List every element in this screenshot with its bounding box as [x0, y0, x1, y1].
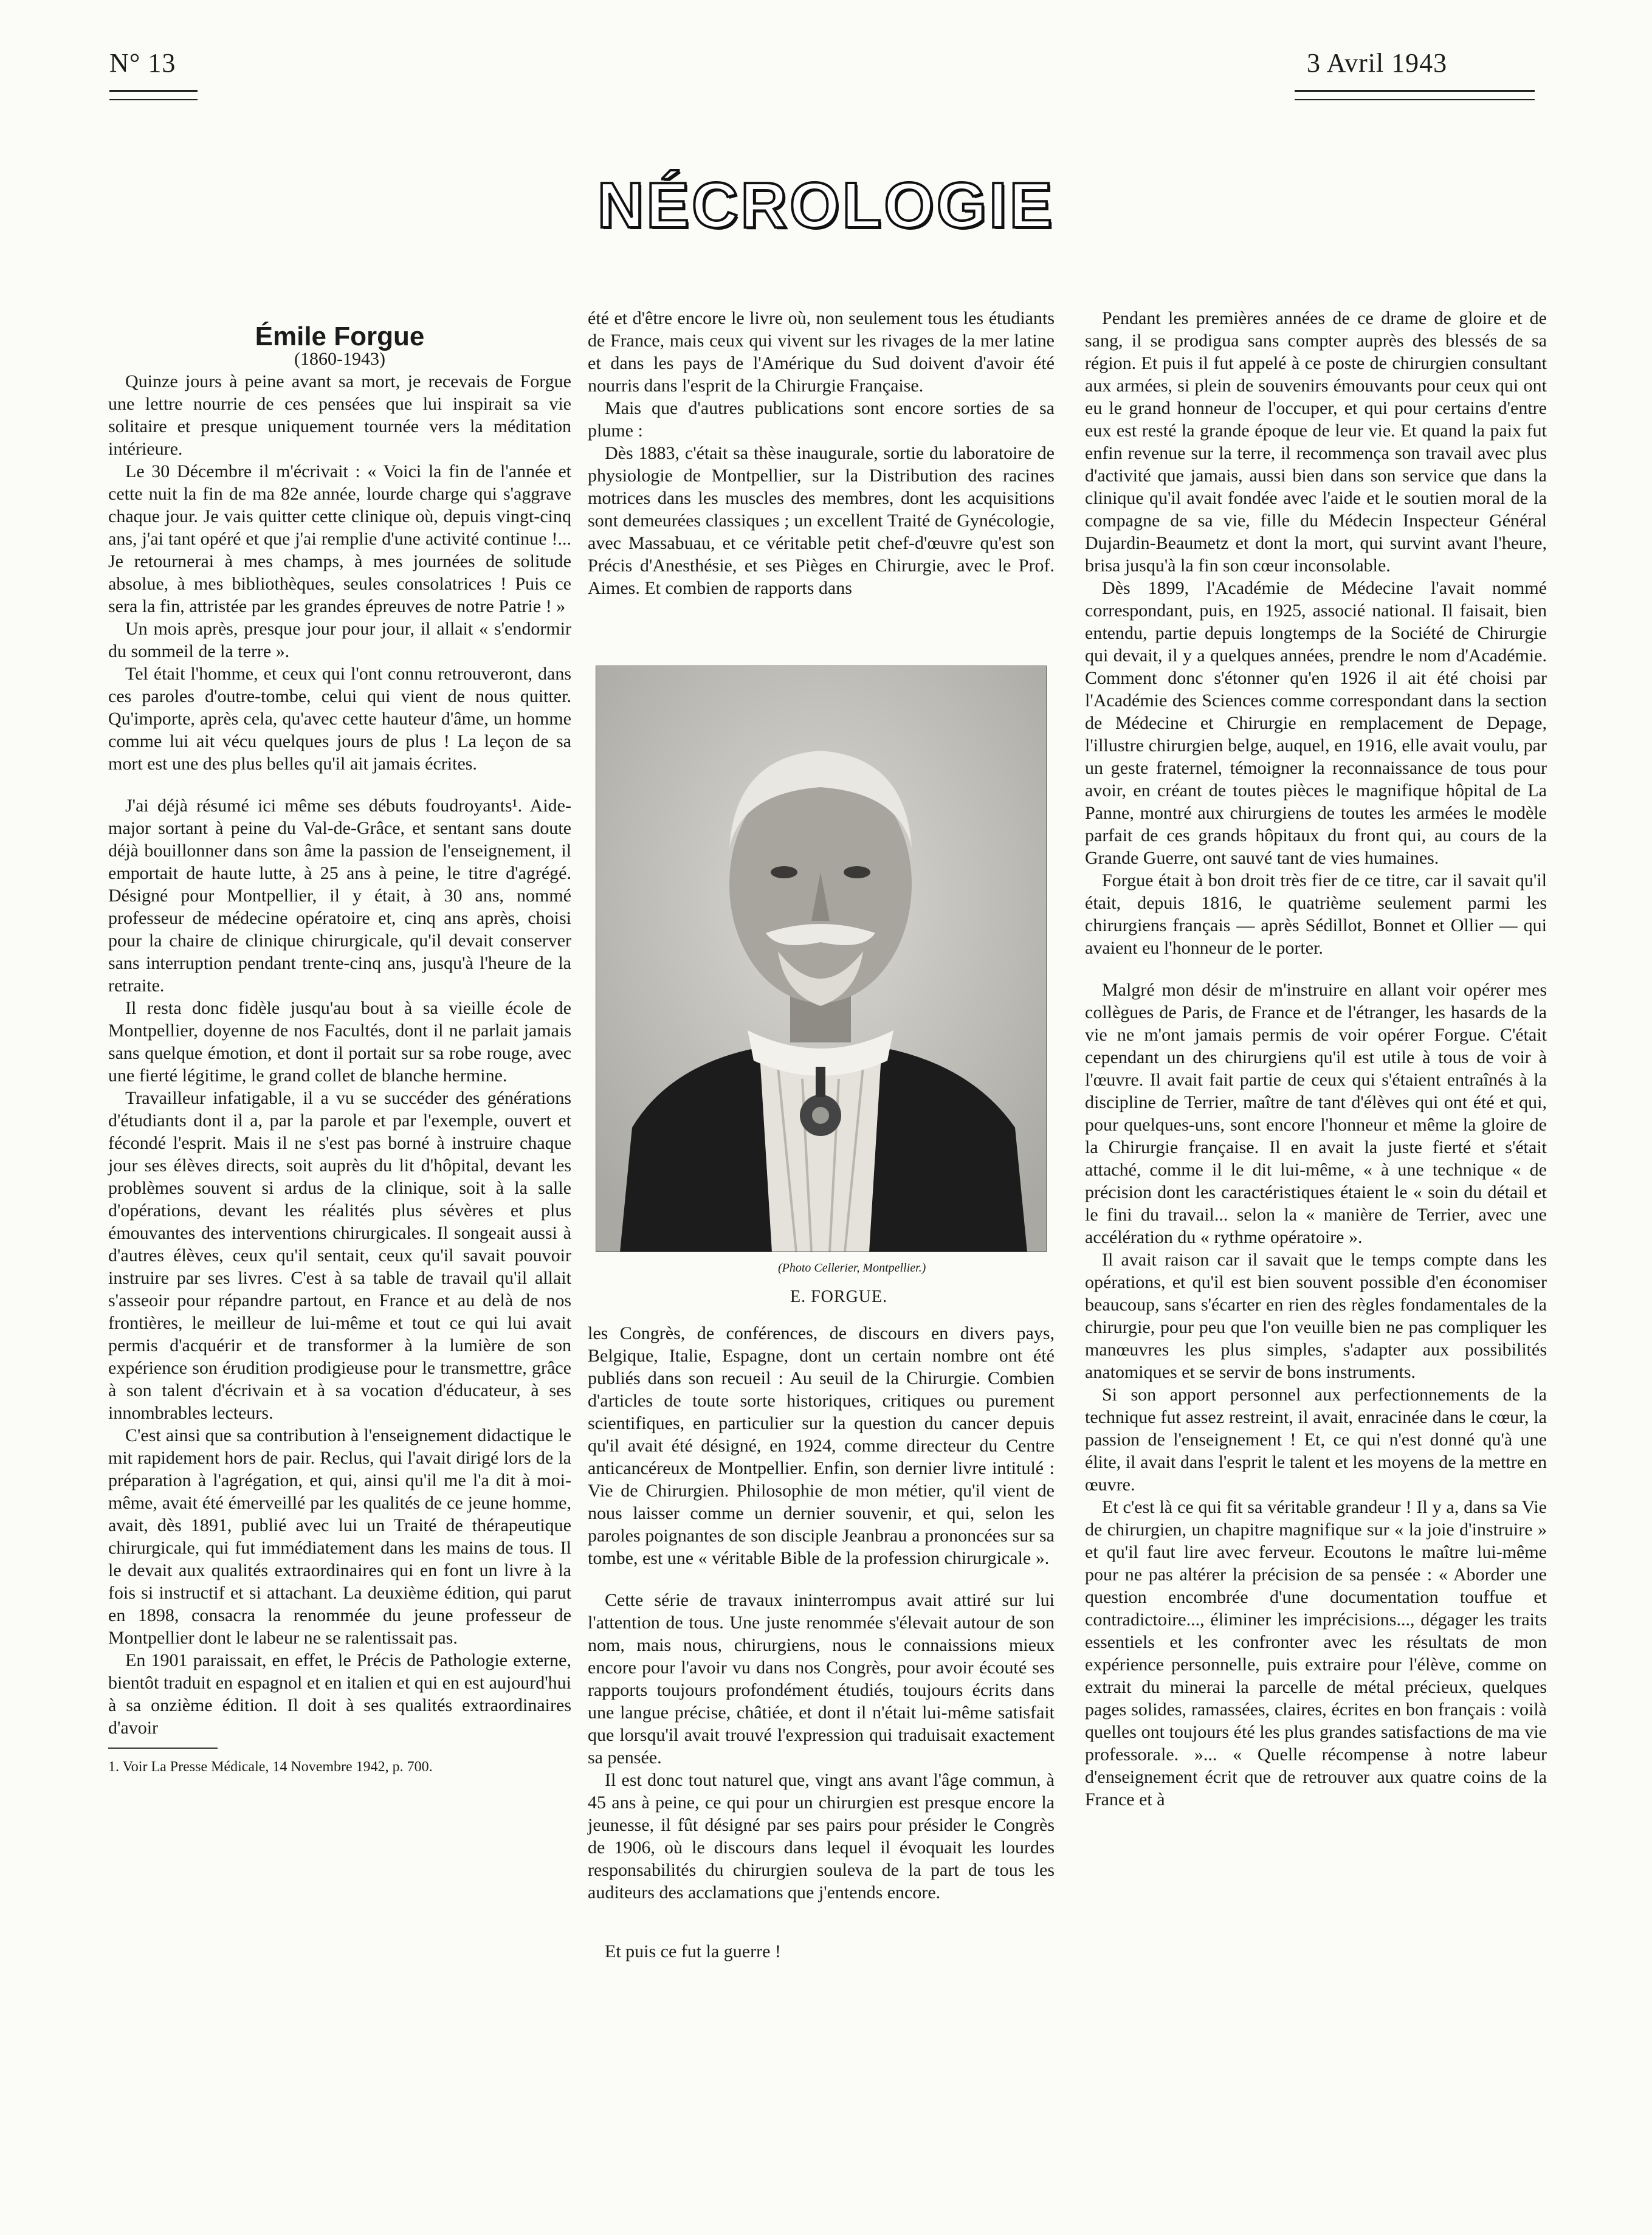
issue-date: 3 Avril 1943	[1307, 48, 1448, 78]
column-left	[108, 322, 571, 1779]
paragraph: J'ai déjà résumé ici même ses débuts foudroyants¹. Aide-major sortant à peine du Val-de-Grâce, et sentant sans doute déjà bouillonner dans son âme la passion de l'enseignement, il emportait de haute lutte, à 25 ans à peine, le titre d'agrégé. Désigné pour Montpellier, il y était, à 30 ans, nommé professeur de médecine opératoire et, cinq ans après, choisi pour la chaire de clinique chirurgicale, qu'il devait conserver sans interruption pendant trente-cinq ans, jusqu'à l'heure de la retraite.	[108, 796, 571, 996]
paragraph: Mais que d'autres publications sont encore sorties de sa plume :	[588, 398, 1055, 441]
photo-caption: E. FORGUE.	[790, 1287, 888, 1306]
column-middle-bottom	[588, 1322, 1055, 1963]
header-rule-left	[109, 90, 198, 100]
paragraph: C'est ainsi que sa contribution à l'enseignement didactique le mit rapidement hors de pair. Reclus, qui l'avait dirigé lors de la préparation à l'agrégation, et qui, ainsi qu'il me l'a dit à moi-même, avait été émerveillé par les qualités de ce jeune homme, avait, dès 1891, publié avec lui un Traité de thérapeutique chirurgicale, qui fut immédiatement dans les mains de tous. Il le devait aux qualités extraordinaires qui en font un livre à la fois si instructif et si attachant. La deuxième édition, qui parut en 1898, consacra la renommée du jeune professeur de Montpellier dont le labeur ne se ralentissait pas.	[108, 1425, 571, 1648]
portrait-photo	[596, 666, 1047, 1252]
footnote-rule	[108, 1748, 218, 1749]
article-dates: (1860-1943)	[294, 349, 385, 369]
column-middle-top	[588, 307, 1055, 599]
paragraph: Il est donc tout naturel que, vingt ans avant l'âge commun, à 45 ans à peine, ce qui pour un chirurgien est presque encore la jeunesse, il fût désigné par ses pairs pour présider le Congrès de 1906, où le discours dans lequel il évoquait les lourdes responsabilités du chirurgien souleva de la part de tous les auditeurs des acclamations que j'entends encore.	[588, 1770, 1055, 1903]
paragraph: Malgré mon désir de m'instruire en allant voir opérer mes collègues de Paris, de France et de l'étranger, les hasards de la vie ne m'ont jamais permis de voir opérer Forgue. C'était cependant un des chirurgiens qu'il est utile à tous de voir à l'œuvre. Il avait fait partie de ceux qui s'étaient entraînés à la discipline de Terrier, maître de tant d'élèves qui ont été et qui, pour quelques-uns, sont encore l'honneur et même la gloire de la Chirurgie française. Il en avait la juste fierté et s'était attaché, comme il le dit lui-même, « à une technique « de précision dont les caractéristiques étaient le « soin du détail et le fini du travail... selon la « manière de Terrier, avec une accélération du « rythme opératoire ».	[1085, 980, 1547, 1247]
paragraph: les Congrès, de conférences, de discours en divers pays, Belgique, Italie, Espagne, dont un certain nombre ont été publiés dans son recueil : Au seuil de la Chirurgie. Combien d'articles de toute sorte historiques, critiques ou purement scientifiques, en particulier sur la question du cancer depuis qu'il avait été désigné, en 1924, comme directeur du Centre anticancéreux de Montpellier. Enfin, son dernier livre intitulé : Vie de Chirurgien. Philosophie de mon métier, qu'il vient de nous laisser comme un dernier souvenir, et qui, selon les paroles poignantes de son disciple Jeanbrau a prononcées sur sa tombe, est une « véritable Bible de la profession chirurgicale ».	[588, 1323, 1055, 1568]
paragraph: Il resta donc fidèle jusqu'au bout à sa vieille école de Montpellier, doyenne de nos Facultés, dont il ne parlait jamais sans quelque émotion, et dont il portait sur sa robe rouge, avec une fierté légitime, le grand collet de blanche hermine.	[108, 998, 571, 1086]
footnote: 1. Voir La Presse Médicale, 14 Novembre 1942, p. 700.	[108, 1759, 433, 1775]
header-rule-right	[1295, 90, 1535, 100]
paragraph: Et puis ce fut la guerre !	[605, 1941, 781, 1961]
paragraph: Dès 1899, l'Académie de Médecine l'avait nommé correspondant, puis, en 1925, associé national. Il faisait, bien entendu, partie depuis longtemps de la Société de Chirurgie qui devait, il y a quelques années, prendre le nom d'Académie. Comment donc s'étonner qu'en 1926 il ait été choisi par l'Académie des Sciences comme correspondant dans la section de Médecine et Chirurgie en remplacement de Depage, l'illustre chirurgien belge, auquel, en 1916, elle avait voulu, par un geste fraternel, témoigner la reconnaissance de tous pour avoir, en créant de toutes pièces le magnifique hôpital de La Panne, montré aux chirurgiens de toutes les armées le modèle parfait de ces grands hôpitaux du front qui, au cours de la Grande Guerre, ont sauvé tant de vies humaines.	[1085, 578, 1547, 868]
paragraph: Il avait raison car il savait que le temps compte dans les opérations, et qu'il est bien souvent possible d'en économiser beaucoup, sans s'écarter en rien des règles fondamentales de la chirurgie, pour peu que l'on veuille bien ne pas compliquer les manœuvres les plus simples, s'adapter aux possibilités anatomiques et se servir de bons instruments.	[1085, 1250, 1547, 1382]
section-title: NÉCROLOGIE	[597, 170, 1055, 241]
paragraph: En 1901 paraissait, en effet, le Précis de Pathologie externe, bientôt traduit en espagnol et en italien et qui en est aujourd'hui à sa onzième édition. Il doit à ses qualités extraordinaires d'avoir	[108, 1650, 571, 1738]
paragraph: Pendant les premières années de ce drame de gloire et de sang, il se prodigua sans compter auprès des blessés de sa région. Et puis il fut appelé à ce poste de chirurgien consultant aux armées, si plein de souvenirs émouvants pour ceux qui ont eu le grand honneur de l'occuper, et qui pour certains d'entre eux est resté la grande époque de leur vie. Et quand la paix fut enfin revenue sur la terre, il recommença son travail avec plus d'activité que jamais, aussi bien dans son service que dans la clinique qu'il avait fondée avec l'aide et le soutien moral de la compagne de sa vie, fille du Médecin Inspecteur Général Dujardin-Beaumetz et dont la mort, qui survint avant l'heure, brisa jusqu'à la fin son cœur inconsolable.	[1085, 308, 1547, 576]
paragraph: Dès 1883, c'était sa thèse inaugurale, sortie du laboratoire de physiologie de Montpellier, sur la Distribution des racines motrices dans les muscles des membres, dont les acquisitions sont demeurées classiques ; un excellent Traité de Gynécologie, avec Massabuau, et ce véritable petit chef-d'œuvre qu'est son Précis d'Anesthésie, et ses Pièges en Chirurgie, avec le Prof. Aimes. Et combien de rapports dans	[588, 443, 1055, 598]
paragraph: Tel était l'homme, et ceux qui l'ont connu retrouveront, dans ces paroles d'outre-tombe, celui qui vient de nous quitter. Qu'importe, après cela, qu'avec cette hauteur d'âme, un homme comme lui ait vécu quelques jours de plus ! La leçon de sa mort est une des plus belles qu'il ait jamais écrites.	[108, 664, 571, 774]
paragraph: Forgue était à bon droit très fier de ce titre, car il savait qu'il était, depuis 1816, le quatrième seulement parmi les chirurgiens français — après Sédillot, Bonnet et Ollier — qui avaient eu l'honneur de le porter.	[1085, 870, 1547, 958]
issue-number: N° 13	[109, 48, 176, 78]
paragraph: Travailleur infatigable, il a vu se succéder des générations d'étudiants dont il a, par la parole et par l'exemple, ouvert et fécondé l'esprit. Mais il ne s'est pas borné à instruire chaque jour ses élèves directs, soit auprès du lit d'hôpital, devant les problèmes souvent si ardus de la clinique, soit à la salle d'opérations, devant les réalités plus sévères et plus émouvantes des interventions chirurgicales. Il songeait aussi à d'autres élèves, ceux qu'il sentait, ceux qu'il savait pouvoir instruire par ses livres. C'est à sa table de travail qu'il allait s'asseoir pour répandre partout, en France et au delà de nos frontières, le meilleur de lui-même et tout ce qui lui avait permis d'acquérir et de transformer à la lumière de son expérience son érudition prodigieuse pour le transmettre, grâce à son talent d'écrivain et à sa vocation d'éducateur, à ses innombrables lecteurs.	[108, 1088, 571, 1423]
paragraph: Quinze jours à peine avant sa mort, je recevais de Forgue une lettre nourrie de ces pensées que lui inspirait sa vie solitaire et presque uniquement tournée vers la méditation intérieure.	[108, 371, 571, 459]
paragraph: Le 30 Décembre il m'écrivait : « Voici la fin de l'année et cette nuit la fin de ma 82e année, lourde charge qui s'aggrave chaque jour. Je vais quitter cette clinique où, depuis vingt-cinq ans, j'ai tant opéré et que j'ai remplie d'une activité continue !... Je retournerai à mes champs, à mes journées de solitude absolue, à mes bibliothèques, seules consolatrices ! Puis ce sera la fin, attristée par les grandes épreuves de notre Patrie ! »	[108, 461, 571, 616]
portrait-image	[596, 666, 1047, 1252]
article-name: Émile Forgue	[255, 322, 425, 351]
paragraph: Cette série de travaux ininterrompus avait attiré sur lui l'attention de tous. Une juste renommée s'élevait autour de son nom, mais nous, chirurgiens, nous le connaissions mieux encore pour l'avoir vu dans nos Congrès, pour avoir écouté ses rapports toujours profondément étudiés, toujours écrits dans une langue précise, châtiée, et dont il n'était lui-même satisfait que lorsqu'il avait trouvé l'expression qui traduisait exactement sa pensée.	[588, 1590, 1055, 1768]
photo-credit: (Photo Cellerier, Montpellier.)	[778, 1261, 926, 1275]
paragraph: été et d'être encore le livre où, non seulement tous les étudiants de France, mais ceux qui vivent sur les rivages de la mer latine et dans les pays de l'Amérique du Sud doivent d'avoir été nourris dans l'esprit de la Chirurgie Française.	[588, 308, 1055, 396]
paragraph: Et c'est là ce qui fit sa véritable grandeur ! Il y a, dans sa Vie de chirurgien, un chapitre magnifique sur « la joie d'instruire » et qu'il faut lire avec ferveur. Ecoutons le maître lui-même pour ne pas altérer la précision de sa pensée : « Aborder une question encombrée d'une documentation touffue et contradictoire..., éliminer les imprécisions..., dégager les traits essentiels et les confronter avec les résultats de mon expérience personnelle, puis extraire pour l'élève, comme on extrait du minerai la parcelle de métal précieux, quelques pages solides, ramassées, claires, écrites en bon français : voilà quelles ont toujours été les plus grandes satisfactions de ma vie professorale. »... « Quelle récompense à notre labeur d'enseignement écrit que de retrouver aux quatre coins de la France et à	[1085, 1497, 1547, 1810]
paragraph: Un mois après, presque jour pour jour, il allait « s'endormir du sommeil de la terre ».	[108, 619, 571, 661]
column-right	[1085, 307, 1547, 1811]
paragraph: Si son apport personnel aux perfectionnements de la technique fut assez restreint, il avait, enracinée dans le cœur, la passion de l'enseignement ! Et, ce qui n'est donné qu'à une élite, il avait dans l'esprit le talent et les moyens de la mettre en œuvre.	[1085, 1385, 1547, 1495]
